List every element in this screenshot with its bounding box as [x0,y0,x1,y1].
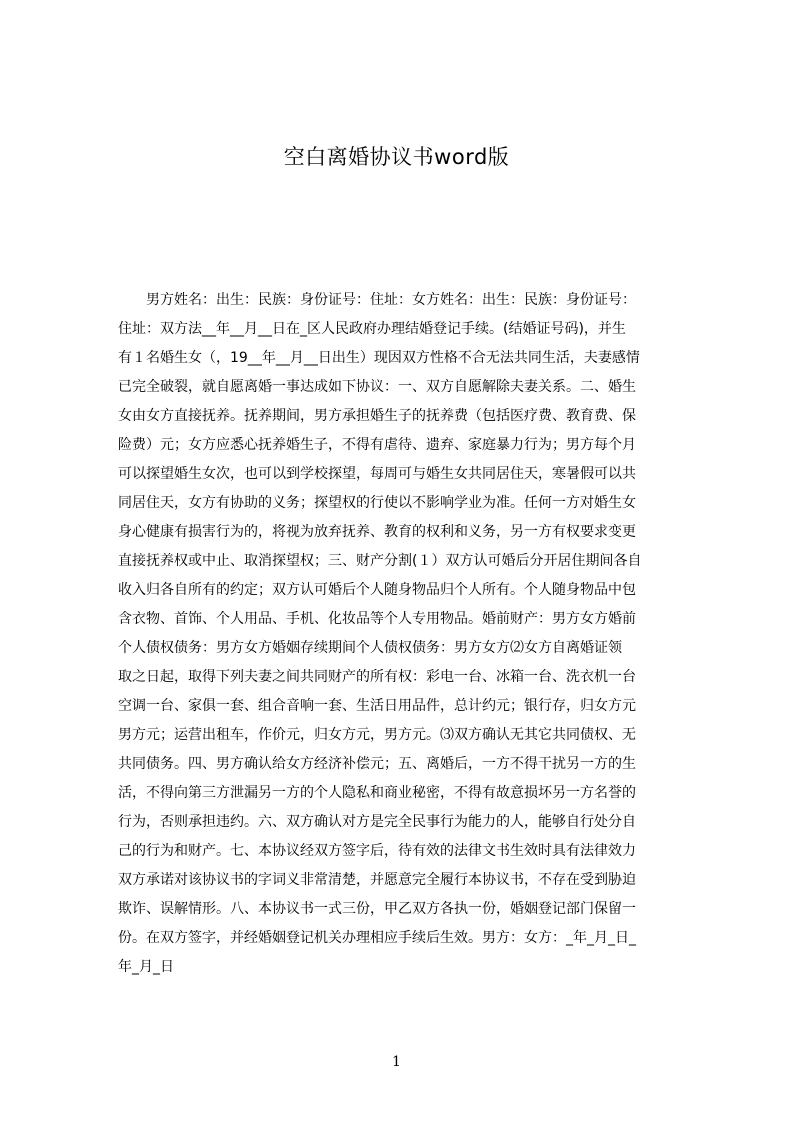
body-line: 男方元；运营出租车，作价元，归女方元，男方元。⑶双方确认无其它共同债权、无 [118,727,636,743]
document-title: 空白离婚协议书word版 [283,145,510,169]
body-line: 己的行为和财产。七、本协议经双方签字后，待有效的法律文书生效时具有法律效力 [118,843,636,859]
body-line: 已完全破裂，就自愿离婚一事达成如下协议：一、双方自愿解除夫妻关系。二、婚生 [118,379,636,395]
body-line: 行为，否则承担违约。六、双方确认对方是完全民事行为能力的人，能够自行处分自 [118,814,636,830]
body-line: 男方姓名：出生：民族：身份证号：住址：女方姓名：出生：民族：身份证号： [118,292,636,308]
body-line: 险费）元；女方应悉心抚养婚生子，不得有虐待、遗弃、家庭暴力行为；男方每个月 [118,437,636,453]
body-line: 年_月_日 [118,959,174,975]
agreement-body [118,286,698,975]
body-line: 活，不得向第三方泄漏另一方的个人隐私和商业秘密，不得有故意损坏另一方名誉的 [118,785,636,801]
body-line: 个人债权债务：男方女方婚姻存续期间个人债权债务：男方女方⑵女方自离婚证领 [118,640,622,656]
body-line: 直接抚养权或中止、取消探望权；三、财产分割(１）双方认可婚后分开居住期间各自 [118,553,642,569]
body-line: 收入归各自所有的约定；双方认可婚后个人随身物品归个人所有。个人随身物品中包 [118,582,636,598]
body-line: 取之日起，取得下列夫妻之间共同财产的所有权：彩电一台、冰箱一台、洗衣机一台 [118,669,636,685]
body-line: 欺诈、误解情形。八、本协议书一式三份，甲乙双方各执一份，婚姻登记部门保留一 [118,901,636,917]
page-number: 1 [392,1054,401,1070]
body-line: 有１名婚生女（，19__年__月__日出生）现因双方性格不合无法共同生活，夫妻感情 [118,350,640,366]
body-line: 空调一台、家俱一套、组合音响一套、生活日用品件，总计约元；银行存，归女方元 [118,698,636,714]
body-line: 身心健康有损害行为的，将视为放弃抚养、教育的权利和义务，另一方有权要求变更 [118,524,636,540]
body-line: 共同债务。四、男方确认给女方经济补偿元；五、离婚后，一方不得干扰另一方的生 [118,756,636,772]
body-line: 同居住天，女方有协助的义务；探望权的行使以不影响学业为准。任何一方对婚生女 [118,495,636,511]
body-line: 住址：双方法__年__月__日在_区人民政府办理结婚登记手续。(结婚证号码)，并生 [118,321,626,337]
body-line: 含衣物、首饰、个人用品、手机、化妆品等个人专用物品。婚前财产：男方女方婚前 [118,611,636,627]
body-line: 份。在双方签字，并经婚姻登记机关办理相应手续后生效。男方：女方：_年_月_日_ [118,930,636,946]
body-line: 双方承诺对该协议书的字词义非常清楚，并愿意完全履行本协议书，不存在受到胁迫 [118,872,636,888]
body-line: 女由女方直接抚养。抚养期间，男方承担婚生子的抚养费（包括医疗费、教育费、保 [118,408,636,424]
body-line: 可以探望婚生女次，也可以到学校探望，每周可与婚生女共同居住天，寒暑假可以共 [118,466,636,482]
